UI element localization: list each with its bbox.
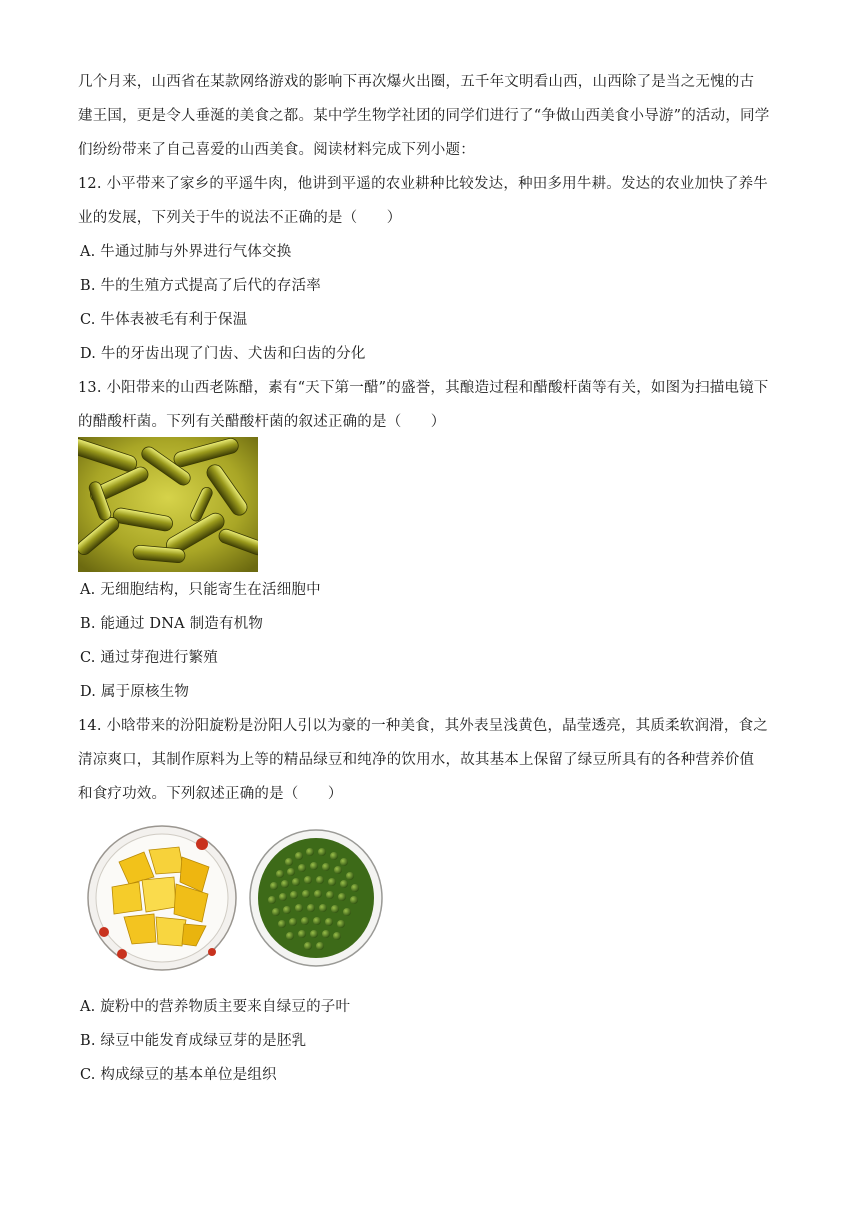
noodles-and-mung-beans-image xyxy=(84,822,384,974)
intro-line-2: 建王国，更是令人垂涎的美食之都。某中学生物学社团的同学们进行了“争做山西美食小导游”的活动，同学 xyxy=(78,108,770,124)
q14-stem-line-1: 14. 小晗带来的汾阳旋粉是汾阳人引以为豪的一种美食，其外表呈浅黄色，晶莹透亮，其质柔软润滑，食之 xyxy=(78,718,768,734)
intro-line-1: 几个月来，山西省在某款网络游戏的影响下再次爆火出圈，五千年文明看山西，山西除了是当之无愧的古 xyxy=(78,74,755,90)
q12-stem-line-1: 12. 小平带来了家乡的平遥牛肉，他讲到平遥的农业耕种比较发达，种田多用牛耕。发达的农业加快了养牛 xyxy=(78,176,768,192)
q13-option-c: C. 通过芽孢进行繁殖 xyxy=(80,650,218,666)
q14-option-b: B. 绿豆中能发育成绿豆芽的是胚乳 xyxy=(80,1033,307,1049)
q12-option-d: D. 牛的牙齿出现了门齿、犬齿和臼齿的分化 xyxy=(80,346,366,362)
q13-stem-line-1: 13. 小阳带来的山西老陈醋，素有“天下第一醋”的盛誉，其酿造过程和醋酸杆菌等有关，如图为扫描电镜下 xyxy=(78,380,769,396)
q13-stem-line-2: 的醋酸杆菌。下列有关醋酸杆菌的叙述正确的是（ ） xyxy=(78,414,446,430)
q14-option-a: A. 旋粉中的营养物质主要来自绿豆的子叶 xyxy=(80,999,351,1015)
q13-option-b: B. 能通过 DNA 制造有机物 xyxy=(80,616,264,632)
q12-option-c: C. 牛体表被毛有利于保温 xyxy=(80,312,248,328)
q13-option-d: D. 属于原核生物 xyxy=(80,684,190,700)
q14-stem-line-2: 清凉爽口，其制作原料为上等的精品绿豆和纯净的饮用水，故其基本上保留了绿豆所具有的各种营养价值 xyxy=(78,752,755,768)
intro-line-3: 们纷纷带来了自己喜爱的山西美食。阅读材料完成下列小题： xyxy=(78,142,475,158)
acetobacter-micrograph-image xyxy=(78,437,258,572)
q12-stem-line-2: 业的发展，下列关于牛的说法不正确的是（ ） xyxy=(78,210,402,226)
q14-option-c: C. 构成绿豆的基本单位是组织 xyxy=(80,1067,277,1083)
q13-option-a: A. 无细胞结构，只能寄生在活细胞中 xyxy=(80,582,321,598)
q14-stem-line-3: 和食疗功效。下列叙述正确的是（ ） xyxy=(78,786,343,802)
q12-option-a: A. 牛通过肺与外界进行气体交换 xyxy=(80,244,292,260)
q12-option-b: B. 牛的生殖方式提高了后代的存活率 xyxy=(80,278,321,294)
